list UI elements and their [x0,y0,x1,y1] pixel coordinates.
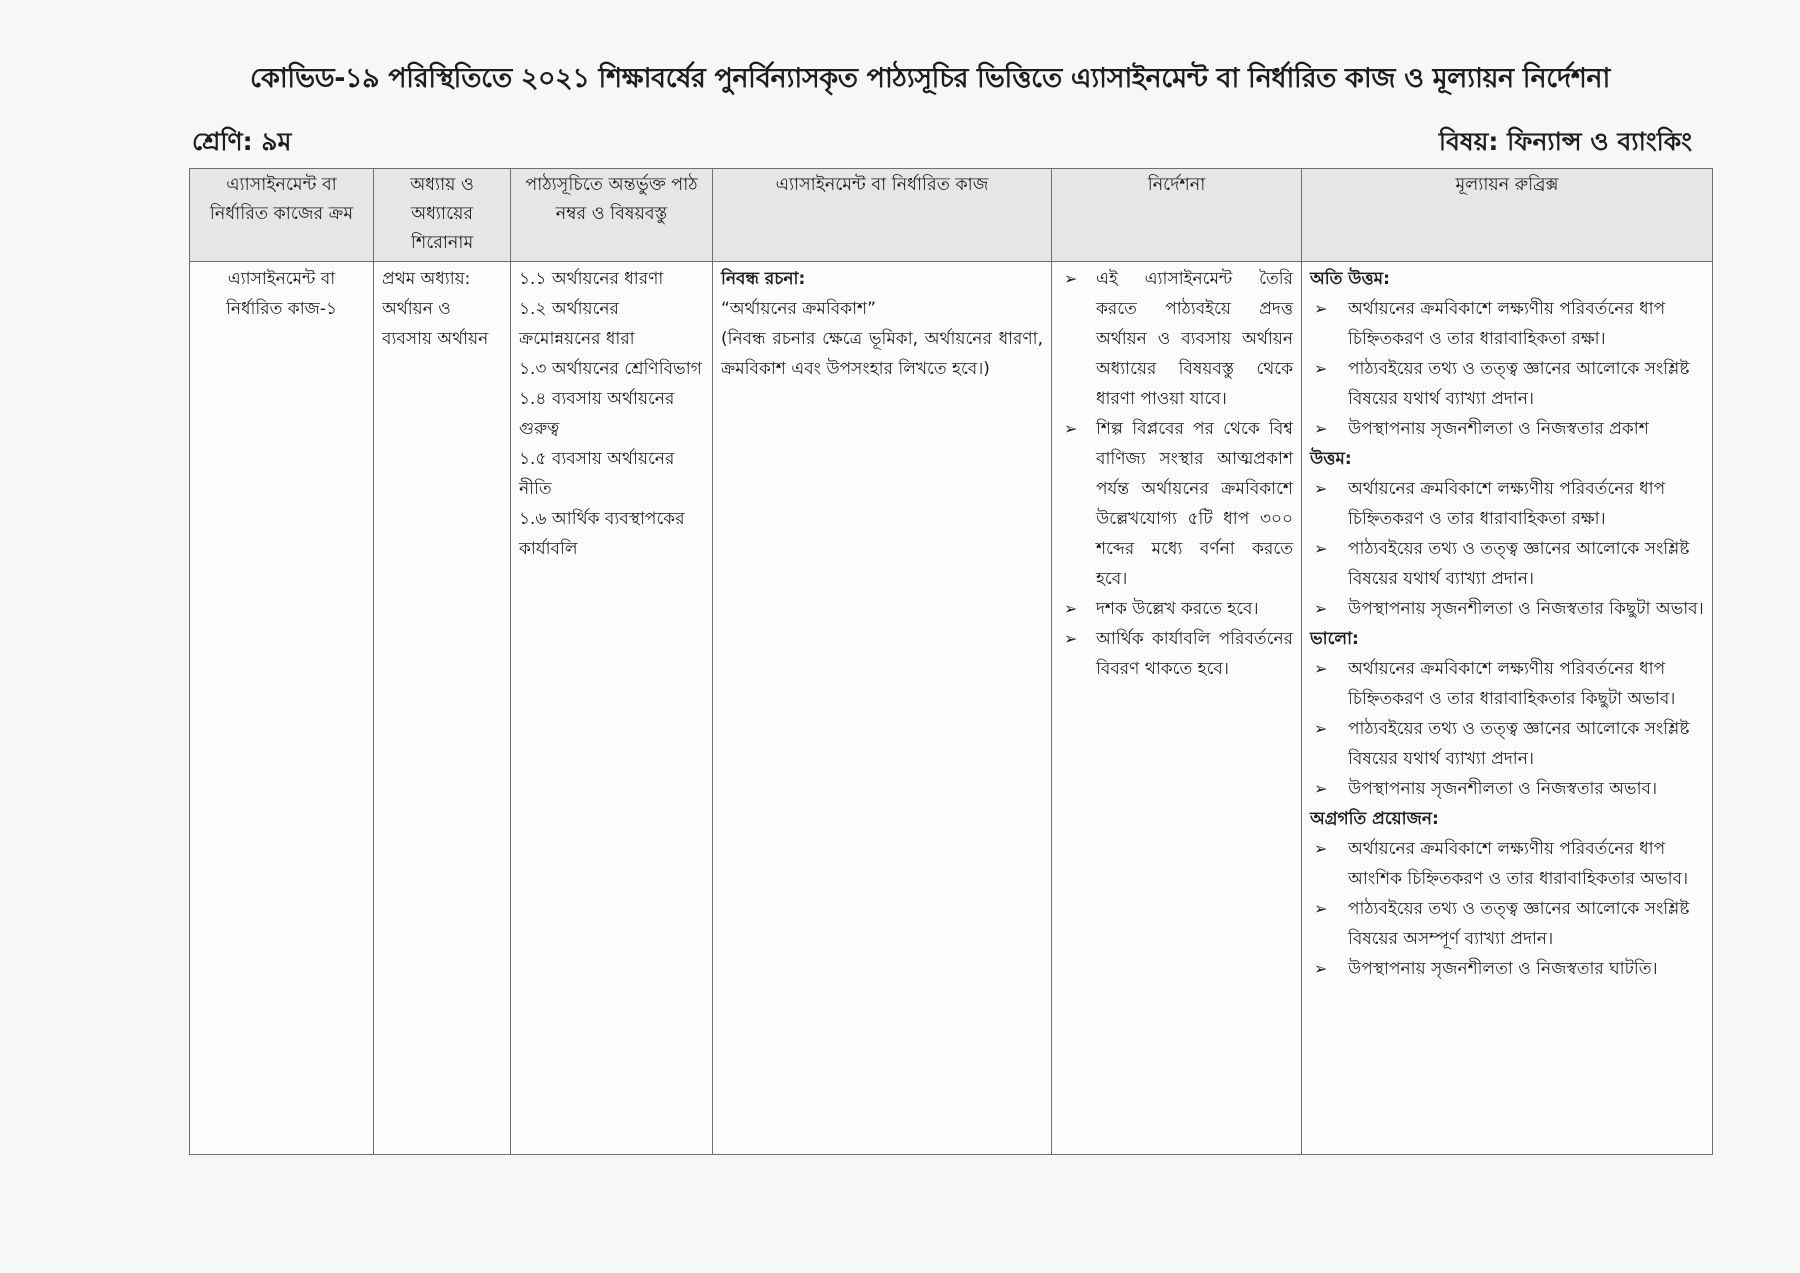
rubric-item [1310,654,1704,714]
rubric-item [1310,954,1704,984]
rubric-item [1310,714,1704,774]
arrowhead-bullet-icon: ➢ [1314,719,1328,738]
chapter-cell: প্রথম অধ্যায়: অর্থায়ন ও ব্যবসায় অর্থায়ন [374,262,511,1155]
header-rubric: মূল্যায়ন রুব্রিক্স [1302,169,1713,262]
lesson-item: ১.৪ ব্যবসায় অর্থায়নের গুরুত্ব [519,389,675,439]
instruction-item [1060,264,1293,414]
rubric-level-title: ভালো: [1310,629,1359,649]
instruction-text: দশক উল্লেখ করতে হবে। [1096,599,1259,619]
rubric-text: উপস্থাপনায় সৃজনশীলতা ও নিজস্বতার প্রকাশ [1348,419,1649,439]
task-heading: নিবন্ধ রচনা: [721,269,806,289]
arrowhead-bullet-icon: ➢ [1314,659,1328,678]
rubric-item [1310,354,1704,414]
arrowhead-bullet-icon: ➢ [1314,599,1328,618]
arrowhead-bullet-icon: ➢ [1314,419,1328,438]
rubric-text: অর্থায়নের ক্রমবিকাশে লক্ষ্যণীয় পরিবর্তনের ধাপ আংশিক চিহ্নিতকরণ ও তার ধারাবাহিকতার অভাব। [1348,839,1689,889]
arrowhead-bullet-icon: ➢ [1314,359,1328,378]
instructions-cell [1052,262,1302,1155]
arrowhead-bullet-icon: ➢ [1314,839,1328,858]
arrowhead-bullet-icon: ➢ [1064,269,1078,288]
rubric-text: পাঠ্যবইয়ের তথ্য ও তত্ত্ব জ্ঞানের আলোকে সংশ্লিষ্ট বিষয়ের অসম্পূর্ণ ব্যাখ্যা প্রদান। [1348,899,1690,949]
lesson-item: ১.৬ আর্থিক ব্যবস্থাপকের কার্যাবলি [519,509,685,559]
subject-label: বিষয়: ফিন্যান্স ও ব্যাংকিং [1438,127,1692,156]
header-task: এ্যাসাইনমেন্ট বা নির্ধারিত কাজ [713,169,1052,262]
instruction-text: শিল্প বিপ্লবের পর থেকে বিশ্ব বাণিজ্য সংস্থার আত্মপ্রকাশ পর্যন্ত অর্থায়নের ক্রমবিকাশে উল্লেখযোগ্য ৫টি ধাপ ৩০০ শব্দের মধ্যে বর্ণনা করতে হবে। [1096,419,1293,589]
rubric-item [1310,474,1704,534]
rubric-level-title: অগ্রগতি প্রয়োজন: [1310,809,1439,829]
class-label: শ্রেণি: ৯ম [192,127,292,156]
rubric-text: অর্থায়নের ক্রমবিকাশে লক্ষ্যণীয় পরিবর্তনের ধাপ চিহ্নিতকরণ ও তার ধারাবাহিকতা রক্ষা। [1348,479,1666,529]
instruction-text: আর্থিক কার্যাবলি পরিবর্তনের বিবরণ থাকতে হবে। [1096,629,1293,679]
instruction-text: এই এ্যাসাইনমেন্ট তৈরি করতে পাঠ্যবইয়ে প্রদত্ত অর্থায়ন ও ব্যবসায় অর্থায়ন অধ্যায়ের বিষয়বস্তু থেকে ধারণা পাওয়া যাবে। [1096,269,1293,409]
arrowhead-bullet-icon: ➢ [1314,959,1328,978]
rubric-text: উপস্থাপনায় সৃজনশীলতা ও নিজস্বতার ঘাটতি। [1348,959,1658,979]
lesson-item: ১.১ অর্থায়নের ধারণা [519,269,664,289]
arrowhead-bullet-icon: ➢ [1064,629,1078,648]
arrowhead-bullet-icon: ➢ [1314,779,1328,798]
arrowhead-bullet-icon: ➢ [1314,479,1328,498]
task-cell [713,262,1052,1155]
rubric-level-title: অতি উত্তম: [1310,269,1390,289]
rubric-cell [1302,262,1713,1155]
rubric-item [1310,594,1704,624]
lessons-cell [511,262,713,1155]
assignment-cell: এ্যাসাইনমেন্ট বা নির্ধারিত কাজ-১ [190,262,374,1155]
instruction-item [1060,624,1293,684]
header-instructions: নির্দেশনা [1052,169,1302,262]
page-title: কোভিড-১৯ পরিস্থিতিতে ২০২১ শিক্ষাবর্ষের পুনর্বিন্যাসকৃত পাঠ্যসূচির ভিত্তিতে এ্যাসাইনমেন্ট বা নির্ধারিত কাজ ও মূল্যায়ন নির্দেশনা [250,63,1610,94]
rubric-text: পাঠ্যবইয়ের তথ্য ও তত্ত্ব জ্ঞানের আলোকে সংশ্লিষ্ট বিষয়ের যথার্থ ব্যাখ্যা প্রদান। [1348,539,1690,589]
instruction-item [1060,414,1293,594]
header-chapter: অধ্যায় ও অধ্যায়ের শিরোনাম [374,169,511,262]
instruction-item [1060,594,1293,624]
rubric-item [1310,294,1704,354]
task-note: (নিবন্ধ রচনার ক্ষেত্রে ভূমিকা, অর্থায়নের ধারণা, ক্রমবিকাশ এবং উপসংহার লিখতে হবে।) [721,329,1043,379]
arrowhead-bullet-icon: ➢ [1064,419,1078,438]
rubric-text: উপস্থাপনায় সৃজনশীলতা ও নিজস্বতার অভাব। [1348,779,1658,799]
rubric-item [1310,834,1704,894]
task-topic: “অর্থায়নের ক্রমবিকাশ” [721,299,876,319]
arrowhead-bullet-icon: ➢ [1314,299,1328,318]
lesson-item: ১.৫ ব্যবসায় অর্থায়নের নীতি [519,449,675,499]
arrowhead-bullet-icon: ➢ [1064,599,1078,618]
rubric-item [1310,774,1704,804]
header-lessons: পাঠ্যসূচিতে অন্তর্ভুক্ত পাঠ নম্বর ও বিষয়বস্তু [511,169,713,262]
rubric-text: পাঠ্যবইয়ের তথ্য ও তত্ত্ব জ্ঞানের আলোকে সংশ্লিষ্ট বিষয়ের যথার্থ ব্যাখ্যা প্রদান। [1348,359,1690,409]
rubric-text: উপস্থাপনায় সৃজনশীলতা ও নিজস্বতার কিছুটা অভাব। [1348,599,1704,619]
rubric-text: অর্থায়নের ক্রমবিকাশে লক্ষ্যণীয় পরিবর্তনের ধাপ চিহ্নিতকরণ ও তার ধারাবাহিকতা রক্ষা। [1348,299,1666,349]
rubric-item [1310,534,1704,594]
rubric-item [1310,894,1704,954]
lesson-item: ১.২ অর্থায়নের ক্রমোন্নয়নের ধারা [519,299,635,349]
rubric-text: অর্থায়নের ক্রমবিকাশে লক্ষ্যণীয় পরিবর্তনের ধাপ চিহ্নিতকরণ ও তার ধারাবাহিকতার কিছুটা অভাব। [1348,659,1676,709]
rubric-text: পাঠ্যবইয়ের তথ্য ও তত্ত্ব জ্ঞানের আলোকে সংশ্লিষ্ট বিষয়ের যথার্থ ব্যাখ্যা প্রদান। [1348,719,1690,769]
assignment-table [189,168,1713,1155]
rubric-level-title: উত্তম: [1310,449,1352,469]
arrowhead-bullet-icon: ➢ [1314,539,1328,558]
arrowhead-bullet-icon: ➢ [1314,899,1328,918]
rubric-item [1310,414,1704,444]
table-header-row [190,169,1713,262]
lesson-item: ১.৩ অর্থায়নের শ্রেণিবিভাগ [519,359,702,379]
table-row [190,262,1713,1155]
header-assignment-order: এ্যাসাইনমেন্ট বা নির্ধারিত কাজের ক্রম [190,169,374,262]
